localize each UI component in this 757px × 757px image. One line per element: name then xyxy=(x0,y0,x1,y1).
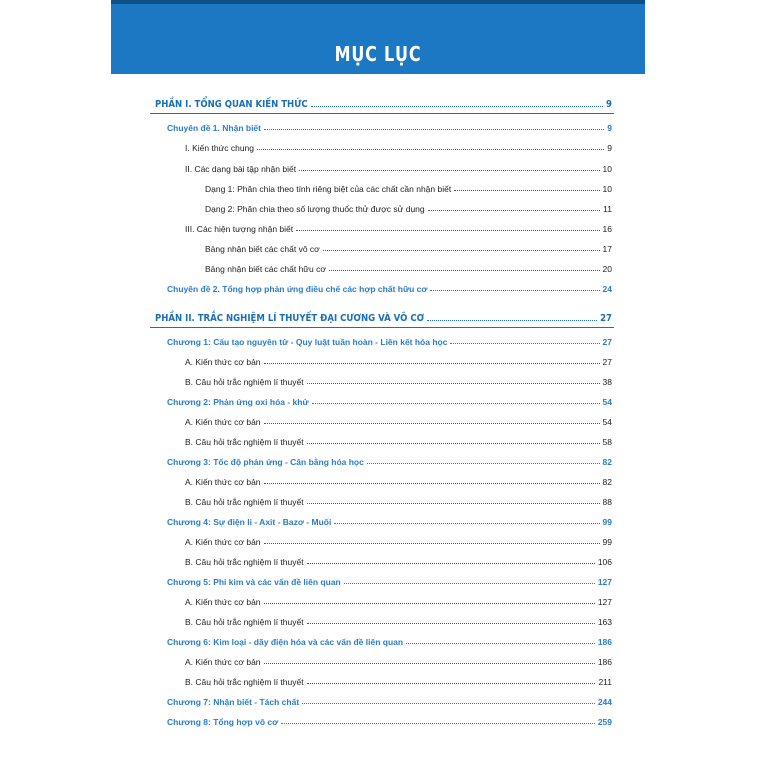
toc-entry-page: 10 xyxy=(602,164,612,174)
toc-entry-chap[interactable] xyxy=(167,513,612,527)
toc-entry-page: 9 xyxy=(606,99,612,110)
toc-entry-page: 106 xyxy=(597,557,612,567)
dot-leader xyxy=(329,269,600,271)
toc-entry-page: 27 xyxy=(600,313,612,324)
dot-leader xyxy=(281,722,595,724)
toc-entry-page: 99 xyxy=(602,537,612,547)
toc-entry-label: Chương 6: Kim loại - dãy điện hóa và các vấn đề liên quan xyxy=(167,637,404,647)
toc-entry-l3[interactable] xyxy=(205,240,612,254)
dot-leader xyxy=(428,209,601,211)
part-underline xyxy=(150,113,614,114)
toc-entry-label: A. Kiến thức cơ bản xyxy=(185,477,261,487)
toc-entry-l2[interactable] xyxy=(185,413,612,427)
dot-leader xyxy=(302,702,595,704)
toc-entry-label: Chương 3: Tốc độ phản ứng - Cân bằng hóa học xyxy=(167,457,364,467)
toc-entry-label: B. Câu hỏi trắc nghiệm lí thuyết xyxy=(185,497,304,507)
toc-entry-page: 38 xyxy=(602,377,612,387)
toc-entry-label: B. Câu hỏi trắc nghiệm lí thuyết xyxy=(185,437,304,447)
dot-leader xyxy=(307,442,600,444)
toc-entry-l3[interactable] xyxy=(205,200,612,214)
toc-entry-page: 127 xyxy=(597,577,612,587)
toc-entry-page: 88 xyxy=(602,497,612,507)
toc-entry-label: II. Các dạng bài tập nhận biết xyxy=(185,164,297,174)
toc-entry-l2[interactable] xyxy=(185,553,612,567)
dot-leader xyxy=(450,342,599,344)
toc-entry-l3[interactable] xyxy=(205,180,612,194)
toc-entry-l2[interactable] xyxy=(185,493,612,507)
toc-entry-label: B. Câu hỏi trắc nghiệm lí thuyết xyxy=(185,557,304,567)
toc-entry-l2[interactable] xyxy=(185,353,612,367)
toc-entry-l2[interactable] xyxy=(185,373,612,387)
part-underline xyxy=(150,327,614,328)
toc-entry-page: 211 xyxy=(598,677,612,687)
dot-leader xyxy=(430,289,599,291)
toc-entry-l3[interactable] xyxy=(205,260,612,274)
toc-entry-chap[interactable] xyxy=(167,693,612,707)
header-banner xyxy=(111,0,645,74)
toc-entry-page: 9 xyxy=(607,143,612,153)
dot-leader xyxy=(296,229,599,231)
toc-entry-page: 82 xyxy=(602,477,612,487)
toc-entry-label: B. Câu hỏi trắc nghiệm lí thuyết xyxy=(185,377,304,387)
toc-entry-l2[interactable] xyxy=(185,160,612,174)
toc-entry-label: A. Kiến thức cơ bản xyxy=(185,597,261,607)
toc-entry-label: A. Kiến thức cơ bản xyxy=(185,417,261,427)
toc-entry-label: I. Kiến thức chung xyxy=(185,143,255,153)
toc-entry-page: 54 xyxy=(602,397,612,407)
toc-entry-chap[interactable] xyxy=(167,453,612,467)
toc-entry-label: Chuyên đề 1. Nhận biết xyxy=(167,123,261,133)
toc-entry-label: A. Kiến thức cơ bản xyxy=(185,357,261,367)
toc-entry-page: 20 xyxy=(602,264,612,274)
toc-entry-label: Chuyên đề 2. Tổng hợp phản ứng điều chế các hợp chất hữu cơ xyxy=(167,284,428,294)
toc-entry-page: 10 xyxy=(602,184,612,194)
toc-entry-label: A. Kiến thức cơ bản xyxy=(185,657,261,667)
toc-entry-label: B. Câu hỏi trắc nghiệm lí thuyết xyxy=(185,677,304,687)
dot-leader xyxy=(312,402,600,404)
dot-leader xyxy=(334,522,599,524)
toc-entry-label: III. Các hiện tượng nhận biết xyxy=(185,224,294,234)
dot-leader xyxy=(264,422,600,424)
toc-entry-page: 186 xyxy=(597,637,612,647)
toc-entry-label: Chương 5: Phi kim và các vấn đề liên quan xyxy=(167,577,341,587)
toc-entry-label: Chương 8: Tổng hợp vô cơ xyxy=(167,717,279,727)
toc-entry-l2[interactable] xyxy=(185,613,612,627)
toc-entry-label: Dạng 1: Phân chia theo tính riêng biệt của các chất cần nhận biết xyxy=(205,184,452,194)
dot-leader xyxy=(264,128,604,130)
dot-leader xyxy=(257,148,604,150)
toc-entry-label: PHẦN II. TRẮC NGHIỆM LÍ THUYẾT ĐẠI CƯƠNG VÀ VÔ CƠ xyxy=(155,313,425,324)
toc-entry-part[interactable] xyxy=(155,310,612,324)
toc-entry-page: 27 xyxy=(602,357,612,367)
toc-entry-page: 17 xyxy=(602,244,612,254)
toc-entry-label: Bảng nhận biết các chất hữu cơ xyxy=(205,264,326,274)
toc-entry-page: 259 xyxy=(597,717,612,727)
toc-entry-chap[interactable] xyxy=(167,713,612,727)
toc-entry-l2[interactable] xyxy=(185,533,612,547)
toc-entry-page: 244 xyxy=(597,697,612,707)
toc-entry-chap[interactable] xyxy=(167,573,612,587)
dot-leader xyxy=(264,362,600,364)
page-title: MỤC LỤC xyxy=(334,42,422,66)
dot-leader xyxy=(264,482,600,484)
toc-entry-chap[interactable] xyxy=(167,333,612,347)
toc-entry-page: 54 xyxy=(602,417,612,427)
toc-entry-chap[interactable] xyxy=(167,393,612,407)
toc-entry-part[interactable] xyxy=(155,96,612,110)
toc-entry-page: 11 xyxy=(603,204,612,214)
dot-leader xyxy=(264,542,600,544)
dot-leader xyxy=(454,189,599,191)
toc-entry-l2[interactable] xyxy=(185,433,612,447)
toc-entry-page: 99 xyxy=(602,517,612,527)
dot-leader xyxy=(344,582,595,584)
dot-leader xyxy=(311,105,603,107)
toc-entry-page: 9 xyxy=(607,123,612,133)
toc-entry-label: Dạng 2: Phân chia theo số lượng thuốc thử được sử dụng xyxy=(205,204,425,214)
toc-entry-l2[interactable] xyxy=(185,139,612,153)
toc-entry-label: A. Kiến thức cơ bản xyxy=(185,537,261,547)
toc-entry-page: 16 xyxy=(602,224,612,234)
dot-leader xyxy=(264,662,595,664)
toc-entry-label: Chương 4: Sự điện li - Axit - Bazơ - Muối xyxy=(167,517,332,527)
dot-leader xyxy=(367,462,600,464)
dot-leader xyxy=(323,249,600,251)
dot-leader xyxy=(307,382,600,384)
toc-entry-l2[interactable] xyxy=(185,593,612,607)
toc-entry-page: 82 xyxy=(602,457,612,467)
toc-entry-page: 27 xyxy=(602,337,612,347)
toc-entry-label: Chương 7: Nhận biết - Tách chất xyxy=(167,697,300,707)
dot-leader xyxy=(427,319,597,321)
dot-leader xyxy=(307,562,595,564)
toc-entry-label: B. Câu hỏi trắc nghiệm lí thuyết xyxy=(185,617,304,627)
toc-entry-l2[interactable] xyxy=(185,653,612,667)
toc-entry-chap[interactable] xyxy=(167,119,612,133)
toc-entry-label: Chương 2: Phản ứng oxi hóa - khử xyxy=(167,397,309,407)
toc-entry-l2[interactable] xyxy=(185,220,612,234)
toc-entry-page: 24 xyxy=(602,284,612,294)
toc-entry-page: 127 xyxy=(597,597,612,607)
dot-leader xyxy=(264,602,595,604)
dot-leader xyxy=(307,502,600,504)
toc-entry-chap[interactable] xyxy=(167,280,612,294)
toc-entry-page: 58 xyxy=(602,437,612,447)
dot-leader xyxy=(406,642,595,644)
toc-entry-l2[interactable] xyxy=(185,673,612,687)
dot-leader xyxy=(299,169,599,171)
toc-entry-chap[interactable] xyxy=(167,633,612,647)
toc-entry-page: 186 xyxy=(597,657,612,667)
toc-entry-l2[interactable] xyxy=(185,473,612,487)
toc-entry-label: Chương 1: Cấu tạo nguyên tử - Quy luật tuần hoàn - Liên kết hóa học xyxy=(167,337,448,347)
dot-leader xyxy=(307,622,595,624)
dot-leader xyxy=(307,682,596,684)
toc-entry-label: Bảng nhận biết các chất vô cơ xyxy=(205,244,320,254)
toc-entry-page: 163 xyxy=(597,617,612,627)
toc-entry-label: PHẦN I. TỔNG QUAN KIẾN THỨC xyxy=(155,99,308,110)
